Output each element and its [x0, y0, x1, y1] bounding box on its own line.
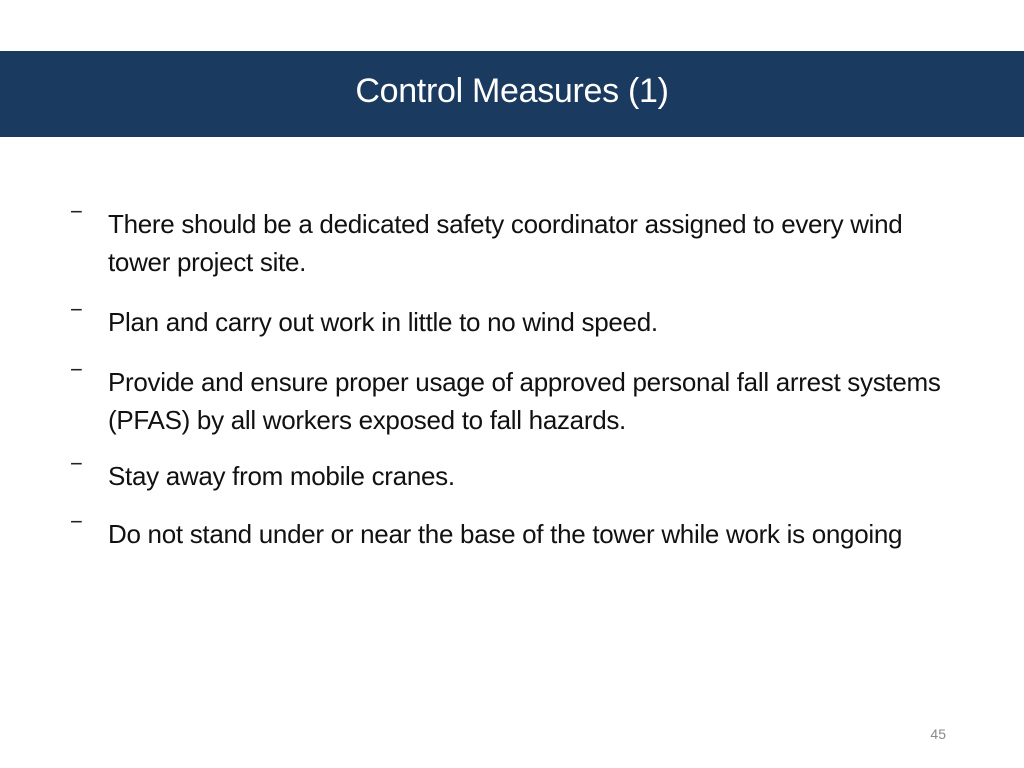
- bullet-item: [70, 199, 950, 281]
- bullet-item: [70, 357, 950, 439]
- title-bar: [0, 51, 1024, 137]
- bullet-text: Provide and ensure proper usage of approved personal fall arrest systems (PFAS) by all workers exposed to fall hazards.: [108, 367, 941, 435]
- bullet-item: [70, 451, 950, 495]
- bullet-text: Do not stand under or near the base of the tower while work is ongoing: [108, 519, 903, 549]
- bullet-item: [70, 509, 950, 553]
- page-number: 45: [930, 726, 946, 742]
- dash-bullet-icon: −: [70, 509, 83, 534]
- dash-bullet-icon: −: [70, 357, 83, 382]
- dash-bullet-icon: −: [70, 297, 83, 322]
- bullet-text: Stay away from mobile cranes.: [108, 461, 455, 491]
- bullet-text: There should be a dedicated safety coordinator assigned to every wind tower project site.: [108, 209, 903, 277]
- slide-title: Control Measures (1): [355, 72, 669, 110]
- bullet-item: [70, 297, 950, 341]
- bullet-text: Plan and carry out work in little to no wind speed.: [108, 307, 658, 337]
- dash-bullet-icon: −: [70, 199, 83, 224]
- bullet-list: [70, 199, 950, 553]
- dash-bullet-icon: −: [70, 451, 83, 476]
